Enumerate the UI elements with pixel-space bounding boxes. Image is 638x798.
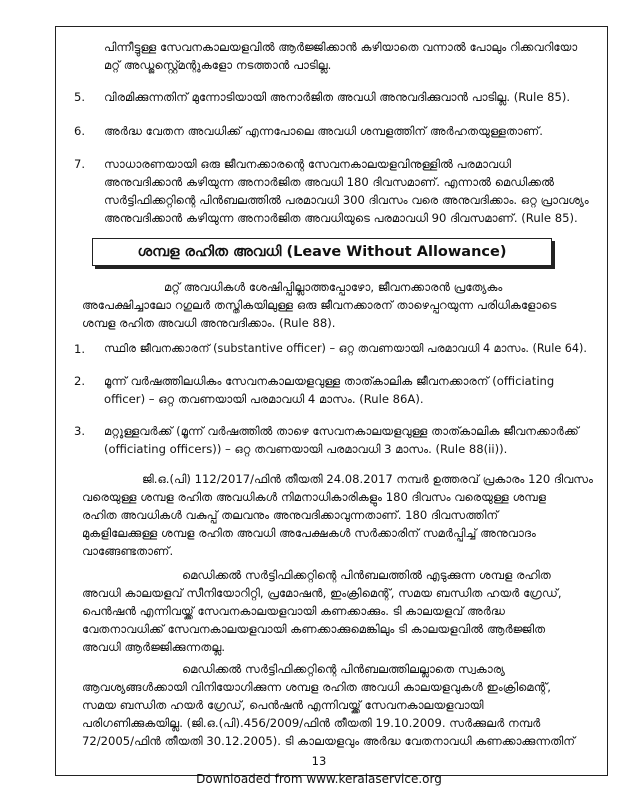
continuation-line-1: പിന്നീട്ടുള്ള സേവനകാലയളവിൽ ആർജ്ജിക്കാൻ കഴിയാതെ വന്നാൽ പോലും റിക്കവറിയോ [104,40,578,54]
item-7-line-1: സാധാരണയായി ഒരു ജീവനക്കാരന്റെ സേവനകാലയളവിനുള്ളിൽ പരമാവധി [104,157,511,171]
para-a-line-5: വാങ്ങേണ്ടതാണ്. [82,544,174,558]
para-c-line-5: 72/2005/ഫിൻ തീയതി 30.12.2005). ടി കാലയളവും അർദ്ധ വേതനാവധി കണക്കാക്കുന്നതിന് [82,734,576,748]
list-item-3-line-1: മറ്റുള്ളവർക്ക് (മൂന്ന് വർഷത്തിൽ താഴെ സേവനകാലയളവുള്ള താത്കാലിക ജീവനക്കാർക്ക് [104,424,579,438]
list-number-3: 3. [74,424,86,438]
para-a-line-2: വരെയുള്ള ശമ്പള രഹിത അവധികൾ നിമനാധികാരികളും 180 ദിവസം വരെയുള്ള ശമ്പള [82,490,547,504]
continuation-line-2: മറ്റ് അഡ്ജസ്റ്റ്മെന്റുകളോ നടത്താൻ പാടില്ല. [104,58,332,72]
intro-line-1-text: മറ്റ് അവധികൾ ശേഷിപ്പില്ലാത്തപ്പോഴോ, ജീവനക്കാരൻ പ്രത്യേകം [164,280,503,294]
item-5-text: വിരമിക്കുന്നതിന് മുന്നോടിയായി അനാർജിത അവധി അനുവദിക്കുവാൻ പാടില്ല. (Rule 85). [104,90,571,104]
item-7-line-2: അനുവദിക്കാൻ കഴിയുന്ന അനാർജിത അവധി 180 ദിവസമാണ്. എന്നാൽ മെഡിക്കൽ [104,175,555,189]
intro-line-1 [104,278,594,296]
list-item-2-line-2: officer) – ഒറ്റ തവണയായി പരമാവധി 4 മാസം. (Rule 86A). [104,392,424,406]
item-number-6: 6. [74,124,86,138]
para-a-line-4: മുകളിലേക്കുള്ള ശമ്പള രഹിത അവധി അപേക്ഷകൾ സർക്കാരിന് സമർപ്പിച്ച് അനുവാദം [82,526,536,540]
para-c-line-4: പരിഗണിക്കുകയില്ല. (ജി.ഒ.(പി).456/2009/ഫിൻ തീയതി 19.10.2009. സർക്കുലർ നമ്പർ [82,716,541,730]
item-6-text: അർദ്ധ വേതന അവധിക്ക് എന്നപോലെ അവധി ശമ്പളത്തിന് അർഹതയുള്ളതാണ്. [104,124,543,138]
para-b-line-1 [82,566,594,584]
list-item-1: സ്ഥിര ജീവനക്കാരന് (substantive officer) – ഒറ്റ തവണയായി പരമാവധി 4 മാസം. (Rule 64). [104,342,587,355]
list-item-2-line-1: മൂന്ന് വർഷത്തിലധികം സേവനകാലയളവുള്ള താത്കാലിക ജീവനക്കാരന് (officiating [104,374,555,388]
para-a-line-1-text: ജി.ഒ.(പി) 112/2017/ഫിൻ തീയതി 24.08.2017 നമ്പർ ഉത്തരവ് പ്രകാരം 120 ദിവസം [142,472,594,486]
para-b-line-2: അവധി കാലയളവ് സീനിയോറിറ്റി, പ്രമോഷൻ, ഇംക്രിമെന്റ്, സമയ ബന്ധിത ഹയർ ഗ്രേഡ്, [82,586,562,600]
list-item-3-line-2: (officiating officers)) – ഒറ്റ തവണയായി പരമാവധി 3 മാസം. (Rule 88(ii)). [104,442,508,456]
para-c-line-3: സമയ ബന്ധിത ഹയർ ഗ്രേഡ്, പെൻഷൻ എന്നിവയ്ക്ക് സേവനകാലയളവായി [82,698,484,712]
para-c-line-1 [82,660,594,678]
download-footer: Downloaded from www.keralaservice.org [196,772,442,786]
para-b-line-3: പെൻഷൻ എന്നിവയ്ക്ക് സേവനകാലയളവായി കണക്കാക്കും. ടി കാലയളവ് അർദ്ധ [82,604,506,618]
intro-line-3: ശമ്പള രഹിത അവധി അനുവദിക്കാം. (Rule 88). [82,316,336,330]
para-a-line-3: രഹിത അവധികൾ വകുപ്പ് തലവനും അനുവദിക്കാവുന്നതാണ്. 180 ദിവസത്തിന് [82,508,499,522]
para-c-line-1-text: മെഡിക്കൽ സർട്ടിഫിക്കറ്റിന്റെ പിൻബലത്തിലല്ലാതെ സ്വകാര്യ [182,662,505,676]
item-7-line-3: സർട്ടിഫിക്കറ്റിന്റെ പിൻബലത്തിൽ പരമാവധി 300 ദിവസം വരെ അനുവദിക്കാം. ഒറ്റ പ്രാവശ്യം [104,193,589,207]
para-c-line-2: ആവശ്യങ്ങൾക്കായി വിനിയോഗിക്കുന്ന ശമ്പള രഹിത അവധി കാലയളവുകൾ ഇംക്രിമെന്റ്, [82,680,551,694]
para-b-line-5: അവധി ആർജ്ജിക്കുന്നതല്ല. [82,640,226,654]
page-number: 13 [311,754,327,768]
para-a-line-1 [82,470,594,488]
para-b-line-4: വേതനാവധിക്ക് സേവനകാലയളവായി കണക്കാക്കുമെങ്കിലും ടി കാലയളവിൽ ആർജ്ജിത [82,622,546,636]
item-7-line-4: അനുവദിക്കാൻ കഴിയുന്ന അനാർജിത അവധിയുടെ പരമാവധി 90 ദിവസമാണ്. (Rule 85). [104,211,578,225]
section-heading: ശമ്പള രഹിത അവധി (Leave Without Allowance) [92,238,552,266]
list-number-2: 2. [74,374,86,388]
list-number-1: 1. [74,342,86,356]
intro-line-2: അപേക്ഷിച്ചാലോ റഗുലർ തസ്തികയിലുള്ള ഒരു ജീവനക്കാരന് താഴെപ്പറയുന്ന പരിധികളോടെ [82,298,557,312]
para-b-line-1-text: മെഡിക്കൽ സർട്ടിഫിക്കറ്റിന്റെ പിൻബലത്തിൽ എടുക്കുന്ന ശമ്പള രഹിത [182,568,551,582]
item-number-5: 5. [74,90,86,104]
item-number-7: 7. [74,157,86,171]
